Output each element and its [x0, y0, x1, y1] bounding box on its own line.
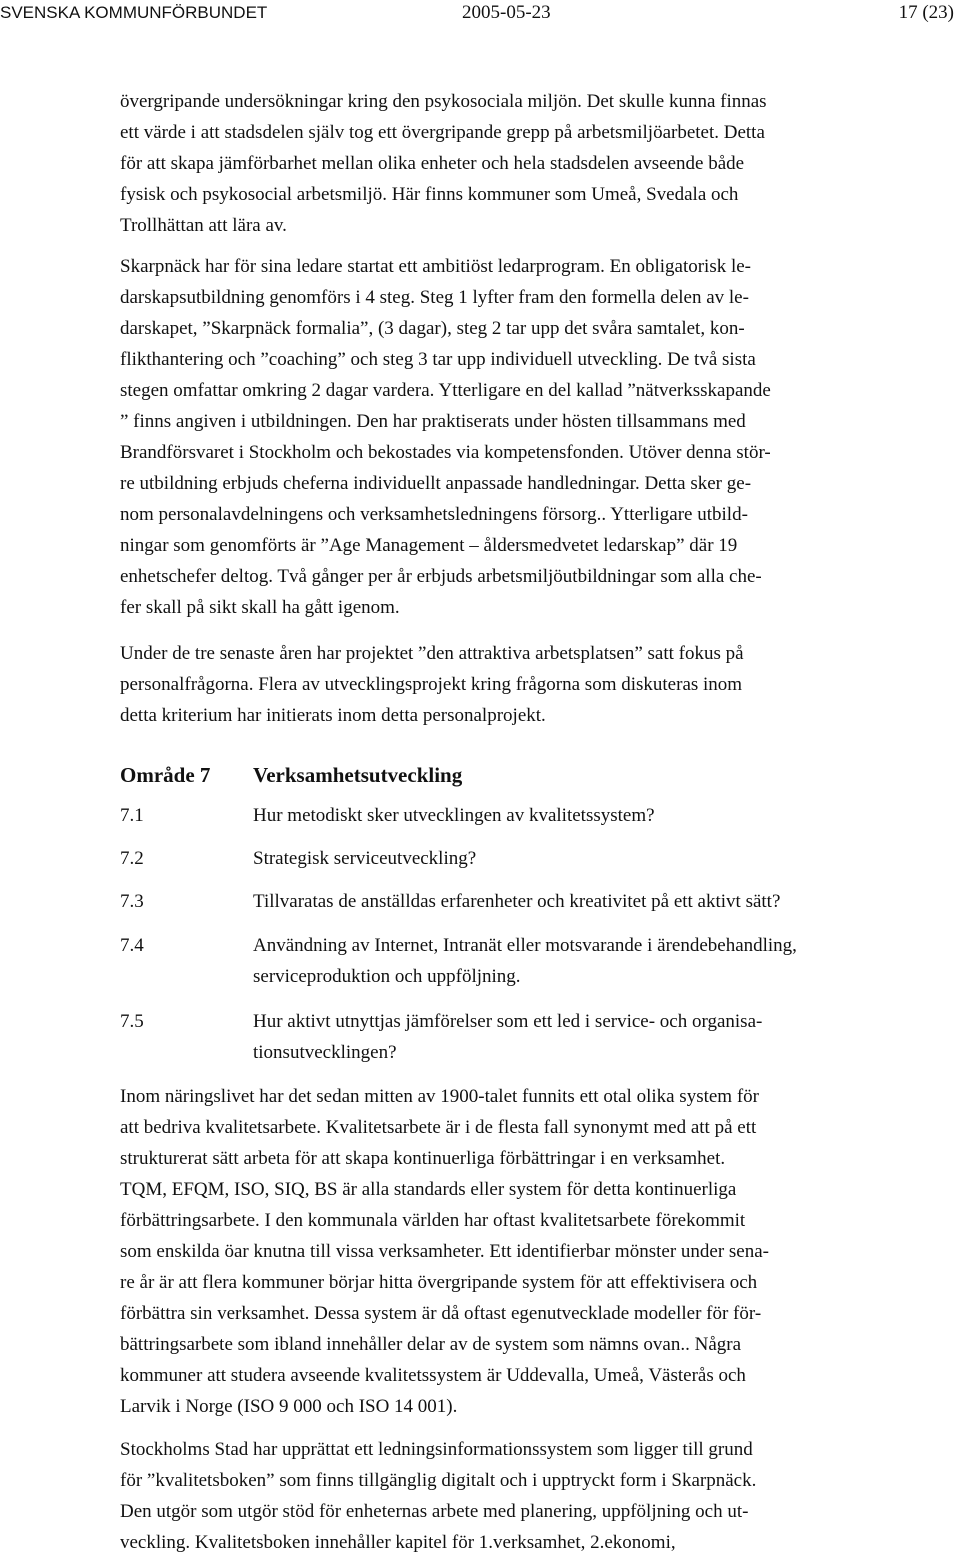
text-line: strukturerat sätt arbeta för att skapa kontinuerliga förbättringar i en verksamhet. [120, 1148, 726, 1169]
text-line: fer skall på sikt skall ha gått igenom. [120, 597, 400, 618]
text-line: Inom näringslivet har det sedan mitten av 1900-talet funnits ett otal olika system för [120, 1086, 759, 1107]
text-line: tionsutvecklingen? [253, 1042, 397, 1063]
text-line: Larvik i Norge (ISO 9 000 och ISO 14 001). [120, 1396, 458, 1417]
question-number: 7.5 [120, 1011, 144, 1032]
text-line: Hur metodiskt sker utvecklingen av kvalitetssystem? [253, 805, 655, 826]
text-line: för att skapa jämförbarhet mellan olika enheter och hela stadsdelen avseende både [120, 153, 745, 174]
text-line: ” finns angiven i utbildningen. Den har praktiserats under hösten tillsammans med [120, 411, 746, 432]
text-line: TQM, EFQM, ISO, SIQ, BS är alla standards eller system för detta kontinuerliga [120, 1179, 737, 1200]
text-line: övergripande undersökningar kring den psykosociala miljön. Det skulle kunna finnas [120, 91, 767, 112]
text-line: kommuner att studera avseende kvalitetssystem är Uddevalla, Umeå, Västerås och [120, 1365, 746, 1386]
section-heading [120, 760, 904, 790]
text-line: ningar som genomförts är ”Age Management – åldersmedvetet ledarskap” där 19 [120, 535, 738, 556]
text-line: Trollhättan att lära av. [120, 215, 287, 236]
text-line: Strategisk serviceutveckling? [253, 848, 477, 869]
question-text [253, 843, 476, 874]
page-header [0, 0, 960, 30]
text-line: stegen omfattar omkring 2 dagar vardera. Ytterligare en del kallad ”nätverksskapande [120, 380, 771, 401]
question-number: 7.3 [120, 891, 144, 912]
text-line: förbättra sin verksamhet. Dessa system är då oftast egenutvecklade modeller för för- [120, 1303, 762, 1324]
text-line: Hur aktivt utnyttjas jämförelser som ett led i service- och organisa- [253, 1011, 763, 1032]
text-line: serviceproduktion och uppföljning. [253, 966, 521, 987]
text-line: som enskilda öar knutna till vissa verksamheter. Ett identifierbar mönster under sena- [120, 1241, 769, 1262]
text-line: darskapsutbildning genomförs i 4 steg. Steg 1 lyfter fram den formella delen av le- [120, 287, 749, 308]
section-label: Område 7 [120, 763, 211, 787]
text-line: Skarpnäck har för sina ledare startat ett ambitiöst ledarprogram. En obligatorisk le- [120, 256, 752, 277]
text-line: att bedriva kvalitetsarbete. Kvalitetsarbete är i de flesta fall synonymt med att på ett [120, 1117, 757, 1138]
question-text [253, 886, 780, 917]
text-line: Den utgör som utgör stöd för enheternas arbete med planering, uppföljning och ut- [120, 1501, 749, 1522]
paragraph-kvalitetsboken [120, 1434, 904, 1558]
text-line: Användning av Internet, Intranät eller motsvarande i ärendebehandling, [253, 935, 797, 956]
text-line: darskapet, ”Skarpnäck formalia”, (3 dagar), steg 2 tar upp det svåra samtalet, kon- [120, 318, 745, 339]
text-line: flikthantering och ”coaching” och steg 3 tar upp individuell utveckling. De två sista [120, 349, 756, 370]
question-text [253, 800, 655, 831]
text-line: för ”kvalitetsboken” som finns tillgänglig digitalt och i upptryckt form i Skarpnäck. [120, 1470, 757, 1491]
header-date: 2005-05-23 [462, 2, 551, 23]
paragraph-ledarprogram [120, 251, 904, 623]
question-number: 7.1 [120, 805, 144, 826]
paragraph-attraktiva-arbetsplatsen [120, 638, 904, 731]
text-line: veckling. Kvalitetsboken innehåller kapitel för 1.verksamhet, 2.ekonomi, [120, 1532, 676, 1553]
paragraph-psykosocial-miljo [120, 86, 904, 241]
text-line: re utbildning erbjuds cheferna individuellt anpassade handledningar. Detta sker ge- [120, 473, 752, 494]
text-line: bättringsarbete som ibland innehåller delar av de system som nämns ovan.. Några [120, 1334, 742, 1355]
question-text [253, 1006, 762, 1068]
paragraph-kvalitetsarbete [120, 1081, 904, 1422]
text-line: Brandförsvaret i Stockholm och bekostades via kompetensfonden. Utöver denna stör- [120, 442, 771, 463]
text-line: Stockholms Stad har upprättat ett ledningsinformationssystem som ligger till grund [120, 1439, 753, 1460]
text-line: fysisk och psykosocial arbetsmiljö. Här finns kommuner som Umeå, Svedala och [120, 184, 739, 205]
text-line: Tillvaratas de anställdas erfarenheter och kreativitet på ett aktivt sätt? [253, 891, 781, 912]
header-organization: SVENSKA KOMMUNFÖRBUNDET [0, 3, 268, 22]
text-line: re år är att flera kommuner börjar hitta övergripande system för att effektivisera och [120, 1272, 758, 1293]
header-page-number: 17 (23) [898, 2, 954, 23]
question-text [253, 930, 797, 992]
question-number: 7.2 [120, 848, 144, 869]
section-title: Verksamhetsutveckling [253, 763, 463, 787]
text-line: detta kriterium har initierats inom detta personalprojekt. [120, 705, 546, 726]
text-line: Under de tre senaste åren har projektet ”den attraktiva arbetsplatsen” satt fokus på [120, 643, 744, 664]
text-line: förbättringsarbete. I den kommunala världen har oftast kvalitetsarbete förekommit [120, 1210, 746, 1231]
question-number: 7.4 [120, 935, 144, 956]
text-line: nom personalavdelningens och verksamhetsledningens försorg.. Ytterligare utbild- [120, 504, 748, 525]
text-line: ett värde i att stadsdelen själv tog ett övergripande grepp på arbetsmiljöarbetet. Detta [120, 122, 765, 143]
text-line: personalfrågorna. Flera av utvecklingsprojekt kring frågorna som diskuteras inom [120, 674, 743, 695]
text-line: enhetschefer deltog. Två gånger per år erbjuds arbetsmiljöutbildningar som alla che- [120, 566, 762, 587]
